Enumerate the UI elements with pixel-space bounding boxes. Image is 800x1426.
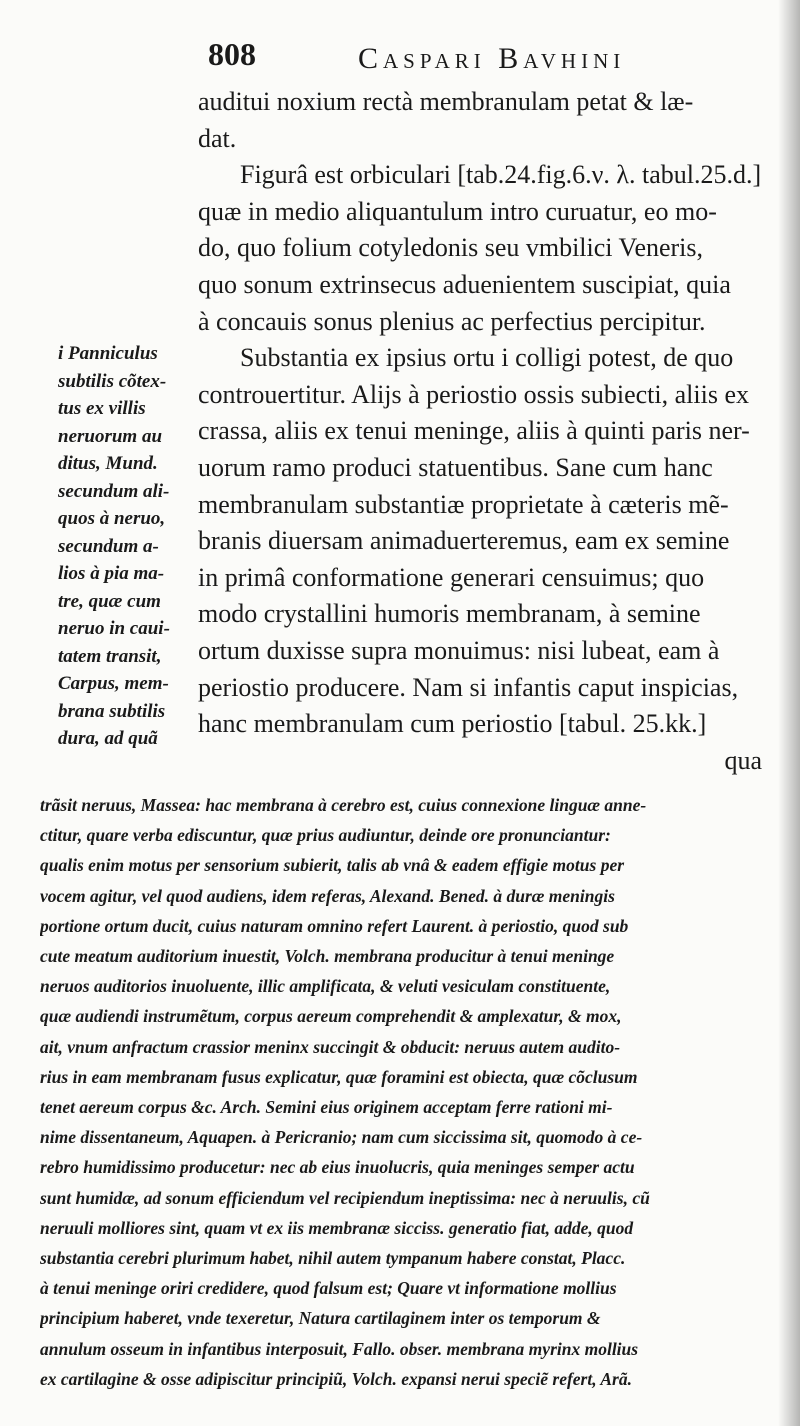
text-line: periostio producere. Nam si infantis caput inspicias, [198, 672, 739, 702]
footnote-line: tenet aereum corpus &c. Arch. Semini eius originem acceptam ferre rationi mi- [40, 1097, 613, 1118]
text-line: Figurâ est orbiculari [tab.24.fig.6.ν. λ. tabul.25.d.] [240, 160, 762, 190]
page-number: 808 [208, 36, 256, 72]
margin-note-line: secundum a- [58, 535, 159, 557]
margin-note-line: lios à pia ma- [58, 563, 165, 584]
margin-note-line: quos à neruo, [58, 508, 166, 529]
text-line: branis diuersam animaduerteremus, eam ex semine [198, 526, 730, 556]
margin-note-line: subtilis cõtex- [58, 370, 167, 392]
margin-note-line: secundum ali- [58, 480, 170, 502]
footnote-line: annulum osseum in infantibus interposuit, Fallo. obser. membrana myrinx mollius [40, 1338, 639, 1359]
text-line: à concauis sonus plenius ac perfectius percipitur. [198, 306, 706, 336]
catchword: qua [724, 745, 762, 775]
margin-note-line: tus ex villis [58, 398, 146, 419]
footnote-line: portione ortum ducit, cuius naturam omnino refert Laurent. à periostio, quod sub [40, 915, 629, 936]
running-head: Caspari Bavhini [358, 42, 626, 75]
footnote-line: qualis enim motus per sensorium subierit, talis ab vnâ & eadem effigie motus per [40, 855, 625, 876]
footnote-line: à tenui meninge oriri credidere, quod falsum est; Quare vt informatione mollius [40, 1278, 617, 1299]
footnote-block [40, 790, 768, 1394]
margin-note-line: tre, quæ cum [58, 590, 161, 612]
footnote-line: rius in eam membranam fusus explicatur, quæ foramini est obiecta, quæ cõclusum [40, 1066, 638, 1087]
page-gutter-shadow [778, 0, 800, 1426]
footnote-line: trãsit neruus, Massea: hac membrana à cerebro est, cuius connexione linguæ anne- [40, 795, 647, 815]
text-line: crassa, aliis ex tenui meninge, aliis à quinti paris ner- [198, 416, 750, 446]
footnote-line: ex cartilagine & osse adipiscitur principiũ, Volch. expansi nerui speciẽ refert, Arã. [40, 1368, 632, 1389]
margin-note-line: brana subtilis [58, 700, 166, 722]
text-line: controuertitur. Alijs à periostio ossis subiecti, aliis ex [198, 379, 749, 409]
text-line: hanc membranulam cum periostio [tabul. 25.kk.] [198, 709, 707, 739]
footnote-line: neruuli molliores sint, quam vt ex iis membranæ sicciss. generatio fiat, adde, quod [40, 1217, 634, 1238]
text-line: quo sonum extrinsecus aduenientem suscipiat, quia [198, 269, 731, 299]
footnote-line: sunt humidæ, ad sonum efficiendum vel recipiendum ineptissima: nec à neruulis, cũ [40, 1187, 650, 1208]
footnote-line: principium haberet, vnde texeretur, Natura cartilaginem inter os temporum & [40, 1308, 601, 1329]
footnote-line: cute meatum auditorium inuestit, Volch. membrana producitur à tenui meninge [40, 946, 615, 967]
text-line: in primâ conformatione generari censuimus; quo [198, 562, 705, 592]
main-text [198, 84, 768, 779]
footnote-line: neruos auditorios inuoluente, illic amplificata, & veluti vesiculam constituente, [40, 976, 611, 997]
margin-note-line: i Panniculus [58, 343, 158, 364]
footnote-line: rebro humidissimo producetur: nec ab eius inuolucris, quia meninges semper actu [40, 1157, 635, 1178]
margin-note-line: ditus, Mund. [58, 453, 158, 474]
text-line: modo crystallini humoris membranam, à semine [198, 599, 701, 629]
footnote-line: ait, vnum anfractum crassior meninx succingit & obducit: neruus autem audito- [40, 1036, 621, 1057]
text-line: membranulam substantiæ proprietate à cæteris mẽ- [198, 489, 729, 519]
margin-note-line: neruo in caui- [58, 618, 170, 639]
margin-note-line: neruorum au [58, 425, 163, 447]
text-line: uorum ramo produci statuentibus. Sane cum hanc [198, 452, 713, 482]
footnote-line: substantia cerebri plurimum habet, nihil autem tympanum habere constat, Placc. [40, 1248, 626, 1269]
footnote-line: ctitur, quare verba ediscuntur, quæ prius audiuntur, deinde ore pronunciantur: [40, 825, 611, 846]
text-line: Substantia ex ipsius ortu i colligi potest, de quo [240, 343, 734, 373]
text-line: do, quo folium cotyledonis seu vmbilici Veneris, [198, 233, 704, 263]
footnote-line: vocem agitur, vel quod audiens, idem referas, Alexand. Bened. à duræ meningis [40, 885, 615, 906]
footnote-line: nime dissentaneum, Aquapen. à Pericranio; nam cum siccissima sit, quomodo à ce- [40, 1127, 643, 1148]
text-line: ortum duxisse supra monuimus: nisi lubeat, eam à [198, 635, 720, 665]
page-header [208, 34, 768, 80]
text-line: quæ in medio aliquantulum intro curuatur, eo mo- [198, 196, 717, 226]
margin-note-line: Carpus, mem- [58, 673, 169, 694]
text-line: auditui noxium rectà membranulam petat & læ- [198, 87, 694, 116]
margin-note-line: dura, ad quã [58, 728, 158, 749]
text-line: dat. [198, 123, 237, 153]
marginal-note [58, 340, 198, 753]
footnote-line: quæ audiendi instrumẽtum, corpus aereum comprehendit & amplexatur, & mox, [40, 1006, 622, 1027]
margin-note-line: tatem transit, [58, 645, 162, 667]
